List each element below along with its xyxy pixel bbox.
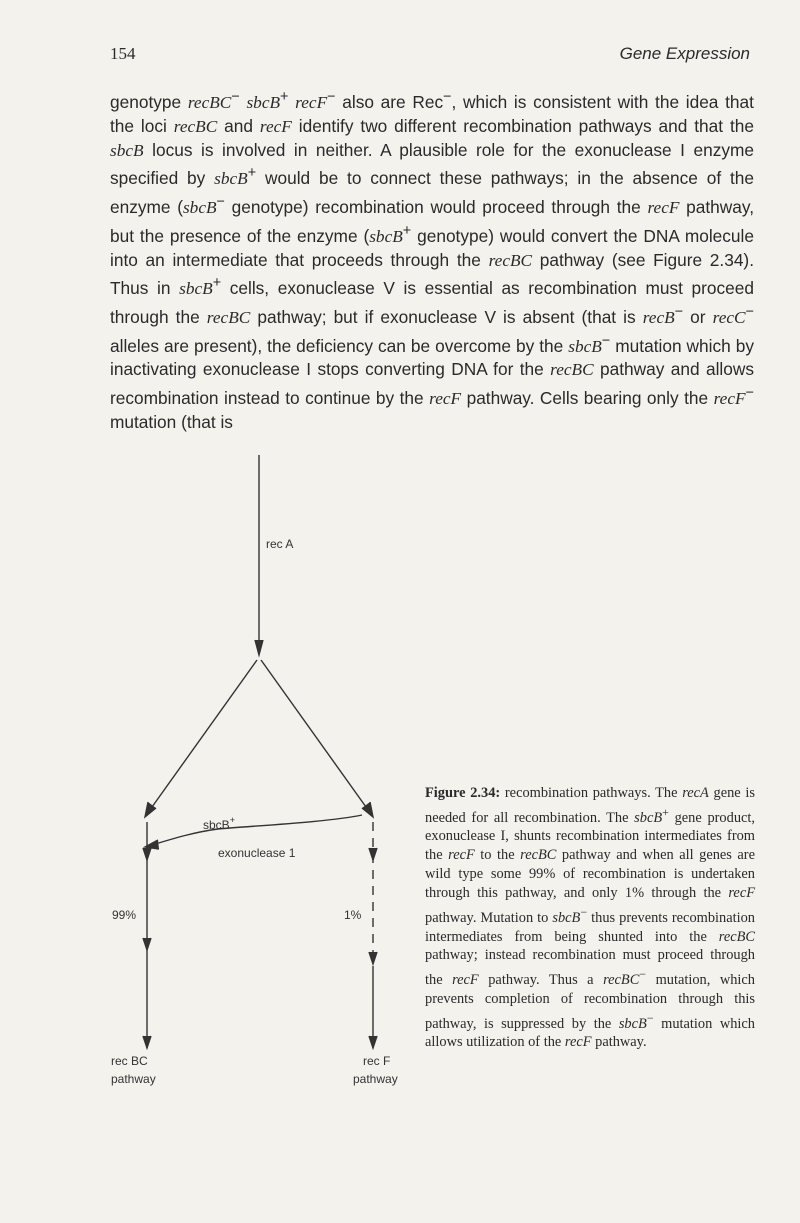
caption-text-run: pathway and when all genes are wild type some 99% of recombination is undertaken through this pathway, and only 1% through the bbox=[425, 847, 755, 902]
gene-name: recF bbox=[647, 197, 680, 217]
gene-name: sbcB bbox=[179, 279, 213, 299]
left-arrowhead bbox=[143, 848, 151, 860]
rec-f-pathway-label: pathway bbox=[353, 1072, 398, 1086]
branch-left-line bbox=[147, 660, 257, 814]
caption-text-run: to the bbox=[474, 847, 521, 864]
body-text-run: mutation which by inactivating exonuclease I stops converting DNA for the bbox=[110, 335, 754, 380]
allele-superscript: − bbox=[327, 89, 336, 105]
gene-name: recBC bbox=[718, 928, 755, 945]
gene-name: recF bbox=[452, 971, 479, 988]
gene-name: recBC bbox=[206, 307, 251, 327]
allele-superscript: − bbox=[745, 304, 754, 321]
caption-text-run: pathway; instead recombination must proceed through the bbox=[425, 947, 755, 988]
sbcb-label-superscript: + bbox=[229, 815, 235, 825]
body-text-run: pathway; but if exonuclease V is absent (that is bbox=[250, 306, 643, 327]
caption-text-run: gene is needed for all recombination. The bbox=[425, 785, 755, 826]
body-text-run: pathway, but the presence of the enzyme ( bbox=[110, 196, 754, 246]
gene-name: recC bbox=[712, 307, 746, 327]
rec-a-label: rec A bbox=[266, 537, 294, 551]
caption-text-run: recombination pathways. The bbox=[500, 785, 683, 801]
caption-text-run: pathway. bbox=[591, 1034, 647, 1051]
gene-name: sbcB bbox=[182, 197, 217, 217]
gene-name: recF bbox=[728, 885, 755, 902]
gene-name: recBC bbox=[173, 116, 218, 136]
body-text-run: pathway (see Figure 2.34). Thus in bbox=[110, 249, 754, 299]
body-text-run: pathway. Cells bearing only the bbox=[461, 388, 714, 409]
allele-superscript: + bbox=[247, 165, 257, 182]
body-text-run: would be to connect these pathways; in the absence of the enzyme ( bbox=[110, 168, 754, 217]
figure-caption bbox=[425, 784, 755, 1052]
running-head: Gene Expression bbox=[619, 44, 750, 63]
gene-name: recF bbox=[429, 389, 462, 409]
exonuclease-label: exonuclease 1 bbox=[218, 846, 296, 860]
body-text-run: genotype) recombination would proceed through the bbox=[224, 196, 648, 217]
page-number: 154 bbox=[110, 44, 136, 63]
sbcb-label bbox=[203, 815, 235, 832]
allele-superscript: + bbox=[280, 89, 289, 105]
rec-f-pathway-label: rec F bbox=[363, 1054, 391, 1068]
left-percent-label: 99% bbox=[112, 908, 137, 922]
allele-superscript: − bbox=[231, 89, 240, 105]
gene-name: sbcB bbox=[110, 140, 144, 160]
body-text-run: cells, exonuclease V is essential as recombination must proceed through the bbox=[110, 278, 754, 327]
gene-name: recF bbox=[259, 116, 292, 136]
allele-superscript: − bbox=[674, 304, 684, 321]
allele-superscript: − bbox=[745, 385, 754, 402]
gene-name: recBC bbox=[187, 92, 232, 112]
left-arrowhead bbox=[143, 938, 151, 950]
allele-superscript: − bbox=[646, 1010, 654, 1025]
body-text-run: mutation (that is bbox=[110, 412, 233, 432]
gene-name: recF bbox=[295, 92, 328, 112]
gene-name: sbcB bbox=[246, 92, 281, 112]
gene-name: recBC bbox=[488, 250, 533, 270]
body-text-run: genotype) would convert the DNA molecule into an intermediate that proceeds through the bbox=[110, 225, 754, 270]
gene-name: recB bbox=[642, 307, 675, 327]
body-text-run: identify two different recombination pathways and that the bbox=[291, 115, 754, 136]
caption-text-run: pathway. Thus a bbox=[478, 971, 604, 988]
gene-name: recBC bbox=[603, 971, 640, 988]
body-text-run: and bbox=[217, 115, 260, 136]
gene-name: recBC bbox=[520, 847, 557, 864]
gene-name: sbcB bbox=[552, 909, 581, 926]
gene-name: sbcB bbox=[369, 226, 403, 246]
right-arrowhead bbox=[369, 1036, 377, 1048]
allele-superscript: − bbox=[580, 904, 588, 919]
figure-label: Figure 2.34: bbox=[425, 785, 501, 801]
gene-name: recF bbox=[564, 1034, 592, 1051]
sbcb-label-text: sbcB bbox=[203, 818, 230, 832]
body-text-run: pathway and allows recombination instead to continue by the bbox=[110, 359, 755, 409]
allele-superscript: − bbox=[216, 194, 225, 211]
allele-superscript: − bbox=[601, 332, 611, 349]
gene-name: recA bbox=[682, 785, 709, 801]
allele-superscript: − bbox=[639, 967, 647, 982]
right-arrowhead bbox=[369, 952, 377, 964]
allele-superscript: − bbox=[443, 89, 452, 105]
caption-text-run: mutation which allows utilization of the bbox=[425, 1015, 755, 1051]
body-text-run: locus is involved in neither. A plausible role for the exonuclease I enzyme specified by bbox=[110, 139, 754, 189]
allele-superscript: + bbox=[662, 804, 669, 819]
shunt-curve bbox=[152, 815, 362, 845]
body-text-run: alleles are present), the deficiency can be overcome by the bbox=[110, 335, 569, 356]
right-percent-label: 1% bbox=[344, 908, 362, 922]
body-text-run: , which is consistent with the idea that the loci bbox=[110, 91, 754, 136]
caption-text-run: mutation, which prevents completion of recombination through this pathway, is suppressed by the bbox=[425, 971, 756, 1032]
body-text-run: or bbox=[683, 306, 713, 327]
gene-name: sbcB bbox=[214, 169, 248, 189]
branch-right-line bbox=[261, 660, 371, 814]
gene-name: sbcB bbox=[568, 336, 602, 356]
left-arrowhead bbox=[143, 1036, 151, 1048]
rec-bc-pathway-label: pathway bbox=[111, 1072, 156, 1086]
gene-name: recF bbox=[713, 389, 746, 409]
rec-bc-pathway-label: rec BC bbox=[111, 1054, 148, 1068]
caption-text-run: gene product, exonuclease I, shunts recombination intermediates from the bbox=[425, 809, 756, 864]
body-text-run: also are Rec bbox=[335, 91, 444, 112]
rec-a-arrowhead bbox=[255, 640, 263, 655]
gene-name: recF bbox=[448, 847, 475, 864]
allele-superscript: + bbox=[402, 222, 412, 239]
caption-text-run: pathway. Mutation to bbox=[425, 909, 553, 926]
gene-name: sbcB bbox=[618, 1015, 647, 1032]
gene-name: recBC bbox=[550, 360, 594, 380]
caption-text-run: thus prevents recombination intermediates from being shunted into the bbox=[425, 909, 755, 945]
gene-name: sbcB bbox=[634, 809, 663, 826]
body-text-run: genotype bbox=[110, 91, 188, 112]
allele-superscript: + bbox=[212, 275, 222, 292]
right-arrowhead bbox=[369, 848, 377, 860]
